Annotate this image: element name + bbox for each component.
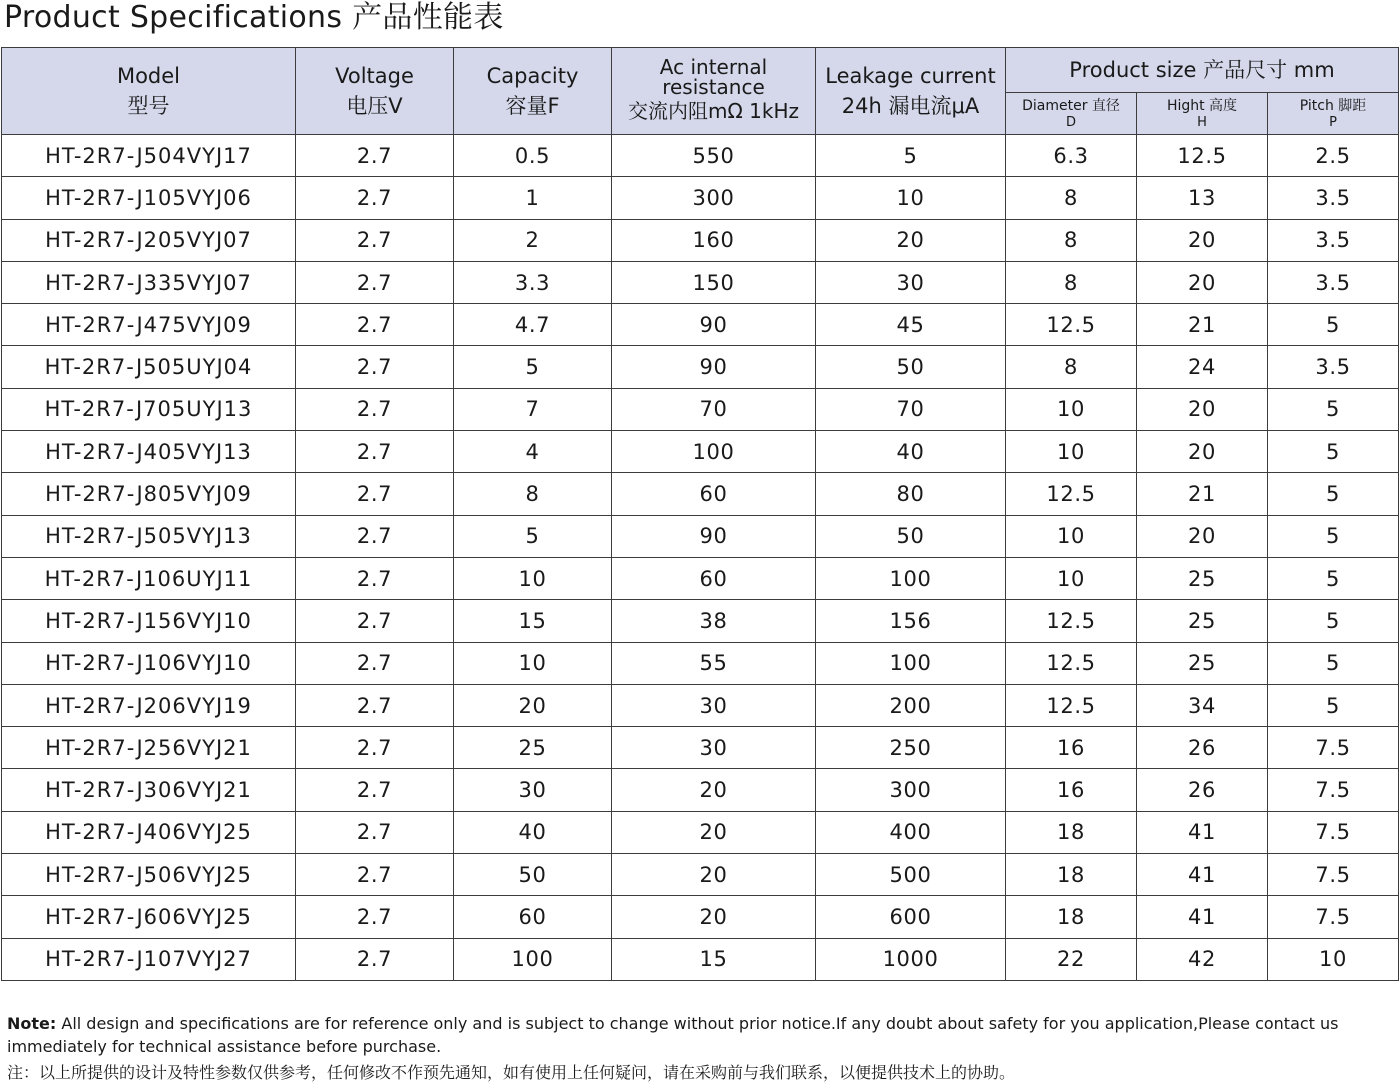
header-height-symbol: H (1197, 114, 1207, 130)
header-capacity-cn: 容量F (505, 94, 560, 118)
cell-capacity: 10 (454, 557, 612, 599)
cell-voltage: 2.7 (296, 938, 454, 980)
cell-capacity: 0.5 (454, 135, 612, 177)
cell-model: HT-2R7-J335VYJ07 (2, 261, 296, 303)
cell-capacity: 3.3 (454, 261, 612, 303)
cell-model: HT-2R7-J505UYJ04 (2, 346, 296, 388)
cell-model: HT-2R7-J506VYJ25 (2, 854, 296, 896)
cell-diameter: 8 (1006, 346, 1137, 388)
cell-diameter: 12.5 (1006, 600, 1137, 642)
cell-ac-resistance: 160 (612, 219, 816, 261)
cell-diameter: 18 (1006, 854, 1137, 896)
cell-leakage-current: 250 (816, 727, 1006, 769)
cell-model: HT-2R7-J504VYJ17 (2, 135, 296, 177)
cell-leakage-current: 500 (816, 854, 1006, 896)
header-leakage-cn: 24h 漏电流μA (841, 94, 980, 118)
header-leakage (816, 48, 1006, 135)
cell-diameter: 10 (1006, 515, 1137, 557)
cell-diameter: 16 (1006, 769, 1137, 811)
cell-ac-resistance: 300 (612, 177, 816, 219)
cell-pitch: 5 (1268, 515, 1399, 557)
header-diameter (1006, 93, 1137, 135)
cell-voltage: 2.7 (296, 431, 454, 473)
cell-pitch: 7.5 (1268, 854, 1399, 896)
cell-diameter: 18 (1006, 896, 1137, 938)
cell-voltage: 2.7 (296, 642, 454, 684)
cell-pitch: 3.5 (1268, 177, 1399, 219)
table-row (2, 811, 1399, 853)
cell-model: HT-2R7-J306VYJ21 (2, 769, 296, 811)
cell-capacity: 10 (454, 642, 612, 684)
cell-height: 25 (1137, 557, 1268, 599)
cell-ac-resistance: 70 (612, 388, 816, 430)
cell-ac-resistance: 90 (612, 346, 816, 388)
cell-pitch: 3.5 (1268, 219, 1399, 261)
cell-capacity: 1 (454, 177, 612, 219)
table-row (2, 346, 1399, 388)
cell-model: HT-2R7-J606VYJ25 (2, 896, 296, 938)
cell-voltage: 2.7 (296, 854, 454, 896)
table-row (2, 177, 1399, 219)
cell-leakage-current: 40 (816, 431, 1006, 473)
cell-leakage-current: 20 (816, 219, 1006, 261)
cell-voltage: 2.7 (296, 261, 454, 303)
cell-capacity: 5 (454, 515, 612, 557)
cell-ac-resistance: 38 (612, 600, 816, 642)
cell-capacity: 15 (454, 600, 612, 642)
cell-voltage: 2.7 (296, 135, 454, 177)
cell-model: HT-2R7-J205VYJ07 (2, 219, 296, 261)
table-header (2, 48, 1399, 135)
cell-model: HT-2R7-J256VYJ21 (2, 727, 296, 769)
cell-height: 24 (1137, 346, 1268, 388)
cell-diameter: 18 (1006, 811, 1137, 853)
cell-ac-resistance: 60 (612, 557, 816, 599)
cell-height: 20 (1137, 431, 1268, 473)
header-resistance-en-2: resistance (662, 75, 765, 99)
cell-voltage: 2.7 (296, 811, 454, 853)
cell-height: 12.5 (1137, 135, 1268, 177)
cell-height: 20 (1137, 388, 1268, 430)
header-pitch-label: Pitch 脚距 (1299, 97, 1367, 114)
cell-ac-resistance: 20 (612, 854, 816, 896)
cell-height: 21 (1137, 473, 1268, 515)
cell-voltage: 2.7 (296, 219, 454, 261)
cell-ac-resistance: 60 (612, 473, 816, 515)
cell-pitch: 7.5 (1268, 769, 1399, 811)
header-voltage (296, 48, 454, 135)
cell-voltage: 2.7 (296, 515, 454, 557)
cell-pitch: 5 (1268, 388, 1399, 430)
cell-height: 26 (1137, 727, 1268, 769)
page-title: Product Specifications 产品性能表 (4, 0, 504, 35)
header-model-cn: 型号 (127, 94, 170, 118)
cell-voltage: 2.7 (296, 177, 454, 219)
header-diameter-symbol: D (1065, 114, 1076, 130)
cell-model: HT-2R7-J405VYJ13 (2, 431, 296, 473)
cell-height: 13 (1137, 177, 1268, 219)
note-label: Note: (7, 1014, 57, 1033)
cell-capacity: 2 (454, 219, 612, 261)
cell-ac-resistance: 15 (612, 938, 816, 980)
cell-diameter: 10 (1006, 388, 1137, 430)
cell-leakage-current: 10 (816, 177, 1006, 219)
cell-pitch: 5 (1268, 431, 1399, 473)
cell-model: HT-2R7-J106VYJ10 (2, 642, 296, 684)
cell-pitch: 5 (1268, 684, 1399, 726)
cell-capacity: 60 (454, 896, 612, 938)
header-height-label: Hight 高度 (1166, 97, 1238, 114)
cell-leakage-current: 300 (816, 769, 1006, 811)
cell-ac-resistance: 55 (612, 642, 816, 684)
cell-ac-resistance: 20 (612, 811, 816, 853)
table-row (2, 135, 1399, 177)
cell-height: 41 (1137, 811, 1268, 853)
cell-voltage: 2.7 (296, 346, 454, 388)
cell-leakage-current: 400 (816, 811, 1006, 853)
header-product-size: Product size 产品尺寸 mm (1006, 48, 1399, 93)
cell-diameter: 12.5 (1006, 304, 1137, 346)
notes (7, 1012, 1392, 1084)
cell-height: 34 (1137, 684, 1268, 726)
cell-model: HT-2R7-J406VYJ25 (2, 811, 296, 853)
cell-diameter: 12.5 (1006, 473, 1137, 515)
cell-capacity: 4 (454, 431, 612, 473)
header-pitch (1268, 93, 1399, 135)
cell-diameter: 22 (1006, 938, 1137, 980)
cell-leakage-current: 80 (816, 473, 1006, 515)
cell-ac-resistance: 100 (612, 431, 816, 473)
cell-diameter: 10 (1006, 431, 1137, 473)
cell-ac-resistance: 30 (612, 684, 816, 726)
cell-voltage: 2.7 (296, 600, 454, 642)
header-pitch-symbol: P (1329, 114, 1337, 130)
table-row (2, 473, 1399, 515)
cell-model: HT-2R7-J805VYJ09 (2, 473, 296, 515)
cell-diameter: 10 (1006, 557, 1137, 599)
cell-leakage-current: 100 (816, 557, 1006, 599)
header-model-en: Model (116, 64, 181, 88)
cell-ac-resistance: 20 (612, 769, 816, 811)
table-row (2, 431, 1399, 473)
cell-leakage-current: 1000 (816, 938, 1006, 980)
cell-capacity: 40 (454, 811, 612, 853)
cell-height: 41 (1137, 896, 1268, 938)
cell-diameter: 12.5 (1006, 684, 1137, 726)
header-resistance-cn: 交流内阻mΩ 1kHz (628, 99, 799, 123)
note-chinese: 注：以上所提供的设计及特性参数仅供参考，任何修改不作预先通知，如有使用上任何疑问，请在采购前与我们联系，以便提供技术上的协助。 (7, 1063, 1016, 1082)
cell-diameter: 12.5 (1006, 642, 1137, 684)
cell-diameter: 8 (1006, 261, 1137, 303)
header-resistance (612, 48, 816, 135)
cell-pitch: 10 (1268, 938, 1399, 980)
cell-model: HT-2R7-J705UYJ13 (2, 388, 296, 430)
cell-height: 25 (1137, 600, 1268, 642)
table-row (2, 769, 1399, 811)
cell-model: HT-2R7-J206VYJ19 (2, 684, 296, 726)
cell-model: HT-2R7-J107VYJ27 (2, 938, 296, 980)
cell-leakage-current: 600 (816, 896, 1006, 938)
header-capacity-en: Capacity (486, 64, 579, 88)
cell-leakage-current: 200 (816, 684, 1006, 726)
cell-ac-resistance: 90 (612, 515, 816, 557)
table-row (2, 261, 1399, 303)
cell-leakage-current: 100 (816, 642, 1006, 684)
cell-leakage-current: 156 (816, 600, 1006, 642)
table-row (2, 642, 1399, 684)
cell-height: 20 (1137, 261, 1268, 303)
cell-voltage: 2.7 (296, 896, 454, 938)
cell-capacity: 8 (454, 473, 612, 515)
cell-pitch: 7.5 (1268, 811, 1399, 853)
cell-model: HT-2R7-J475VYJ09 (2, 304, 296, 346)
cell-capacity: 50 (454, 854, 612, 896)
cell-leakage-current: 50 (816, 515, 1006, 557)
cell-leakage-current: 45 (816, 304, 1006, 346)
cell-capacity: 100 (454, 938, 612, 980)
cell-height: 20 (1137, 515, 1268, 557)
cell-leakage-current: 30 (816, 261, 1006, 303)
cell-model: HT-2R7-J106UYJ11 (2, 557, 296, 599)
cell-height: 26 (1137, 769, 1268, 811)
cell-pitch: 5 (1268, 557, 1399, 599)
cell-voltage: 2.7 (296, 684, 454, 726)
cell-ac-resistance: 550 (612, 135, 816, 177)
cell-pitch: 5 (1268, 600, 1399, 642)
cell-model: HT-2R7-J156VYJ10 (2, 600, 296, 642)
header-capacity (454, 48, 612, 135)
table-row (2, 938, 1399, 980)
cell-pitch: 5 (1268, 642, 1399, 684)
header-voltage-cn: 电压V (346, 94, 403, 118)
cell-pitch: 7.5 (1268, 896, 1399, 938)
table-row (2, 727, 1399, 769)
cell-diameter: 8 (1006, 219, 1137, 261)
cell-ac-resistance: 20 (612, 896, 816, 938)
cell-capacity: 25 (454, 727, 612, 769)
cell-ac-resistance: 30 (612, 727, 816, 769)
cell-voltage: 2.7 (296, 727, 454, 769)
cell-voltage: 2.7 (296, 473, 454, 515)
cell-model: HT-2R7-J105VYJ06 (2, 177, 296, 219)
cell-height: 20 (1137, 219, 1268, 261)
cell-pitch: 5 (1268, 473, 1399, 515)
table-body (2, 135, 1399, 981)
table-row (2, 219, 1399, 261)
cell-height: 25 (1137, 642, 1268, 684)
header-leakage-en: Leakage current (825, 64, 996, 88)
cell-leakage-current: 70 (816, 388, 1006, 430)
table-row (2, 684, 1399, 726)
cell-voltage: 2.7 (296, 388, 454, 430)
cell-capacity: 30 (454, 769, 612, 811)
cell-pitch: 2.5 (1268, 135, 1399, 177)
table-row (2, 896, 1399, 938)
table-row (2, 854, 1399, 896)
cell-leakage-current: 5 (816, 135, 1006, 177)
cell-ac-resistance: 90 (612, 304, 816, 346)
cell-capacity: 20 (454, 684, 612, 726)
cell-ac-resistance: 150 (612, 261, 816, 303)
cell-voltage: 2.7 (296, 769, 454, 811)
header-model (2, 48, 296, 135)
cell-diameter: 8 (1006, 177, 1137, 219)
cell-height: 21 (1137, 304, 1268, 346)
table-row (2, 388, 1399, 430)
cell-height: 41 (1137, 854, 1268, 896)
cell-pitch: 7.5 (1268, 727, 1399, 769)
cell-pitch: 3.5 (1268, 346, 1399, 388)
cell-voltage: 2.7 (296, 557, 454, 599)
note-english: All design and specifications are for reference only and is subject to change without prior notice.If any doubt about safety for you application,Please contact us immediately for technical assistance before purchase. (7, 1014, 1339, 1056)
table-row (2, 557, 1399, 599)
cell-capacity: 7 (454, 388, 612, 430)
table-row (2, 600, 1399, 642)
cell-voltage: 2.7 (296, 304, 454, 346)
header-diameter-label: Diameter 直径 (1022, 97, 1120, 114)
cell-capacity: 4.7 (454, 304, 612, 346)
cell-pitch: 3.5 (1268, 261, 1399, 303)
header-voltage-en: Voltage (335, 64, 414, 88)
table-row (2, 515, 1399, 557)
table-row (2, 304, 1399, 346)
cell-capacity: 5 (454, 346, 612, 388)
header-height (1137, 93, 1268, 135)
cell-leakage-current: 50 (816, 346, 1006, 388)
spec-table (1, 47, 1399, 981)
cell-diameter: 6.3 (1006, 135, 1137, 177)
header-resistance-en-1: Ac internal (659, 55, 768, 79)
cell-model: HT-2R7-J505VYJ13 (2, 515, 296, 557)
cell-pitch: 5 (1268, 304, 1399, 346)
cell-height: 42 (1137, 938, 1268, 980)
cell-diameter: 16 (1006, 727, 1137, 769)
